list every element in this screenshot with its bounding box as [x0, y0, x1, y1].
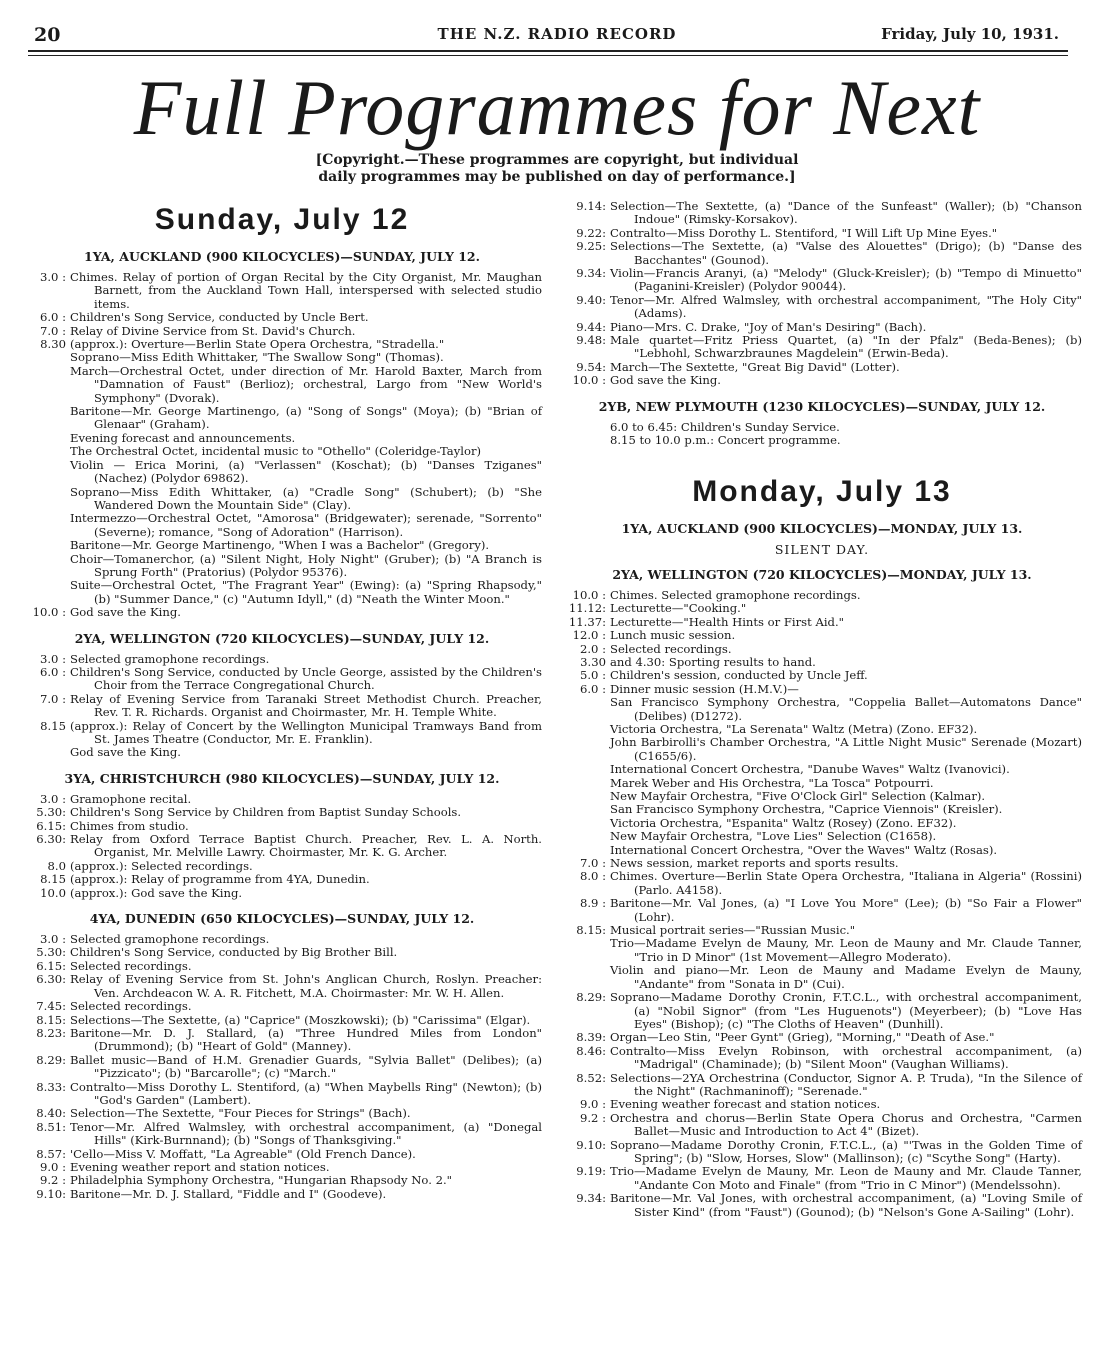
programme-time: 9.48:	[576, 333, 606, 348]
programme-time: 3.30	[580, 654, 606, 669]
programme-text: Contralto—Miss Evelyn Robinson, with orchestral accompaniment, (a) "Madrigal" (Chaminade); (b) "Silent Moon" (Vaughan Williams).	[610, 1043, 1082, 1072]
programme-subitem: International Concert Orchestra, "Danube Waves" Waltz (Ivanovici).	[610, 762, 1010, 777]
programme-item	[562, 421, 1082, 434]
programme-time: 9.25:	[576, 239, 606, 254]
programme-item	[22, 1121, 542, 1148]
programme-time: 6.15:	[36, 818, 66, 833]
programme-text: Evening weather forecast and station notices.	[610, 1097, 881, 1112]
programme-time: 10.0 :	[572, 373, 606, 388]
programme-time: 3.0 :	[39, 932, 66, 947]
programme-item	[22, 873, 542, 886]
programme-time: 12.0 :	[572, 628, 606, 643]
programme-text: and 4.30: Sporting results to hand.	[610, 654, 816, 669]
programme-time: 8.15:	[36, 1012, 66, 1027]
programme-item	[22, 1014, 542, 1027]
2yb-programme	[562, 399, 1082, 448]
programme-item	[22, 1188, 542, 1201]
copyright-line: daily programmes may be published on day of performance.]	[318, 169, 796, 185]
programme-text: Orchestra and chorus—Berlin State Opera Chorus and Orchestra, "Carmen Ballet—Music and Introduction to Act 4" (Bizet).	[610, 1110, 1082, 1139]
programme-item	[22, 1107, 542, 1120]
programme-time: 5.30:	[36, 805, 66, 820]
programme-text: Ballet music—Band of H.M. Grenadier Guards, "Sylvia Ballet" (Delibes); (a) "Pizzicato"; (b) "Barcarolle"; (c) "March."	[70, 1052, 542, 1081]
programme-text: Selections—The Sextette, (a) "Valse des Alouettes" (Drigo); (b) "Danse des Bacchantes" (Gounod).	[610, 239, 1082, 267]
programme-item	[22, 325, 542, 338]
programme-subitem: John Barbirolli's Chamber Orchestra, "A Little Night Music" Serenade (Mozart) (C1655/6).	[610, 735, 1082, 763]
programme-time: 10.0 :	[32, 605, 66, 620]
programme-subitem: San Francisco Symphony Orchestra, "Caprice Viennois" (Kreisler).	[610, 802, 1003, 817]
programme-item	[22, 666, 542, 693]
programme-time: 9.54:	[576, 359, 606, 374]
programme-item	[562, 857, 1082, 870]
programme-text: Philadelphia Symphony Orchestra, "Hungarian Rhapsody No. 2."	[70, 1173, 452, 1188]
programme-item	[22, 933, 542, 946]
programme-item	[22, 1054, 542, 1081]
programme-subitem: Evening forecast and announcements.	[70, 430, 296, 445]
programme-time: 11.37:	[568, 614, 606, 629]
sunday-stations	[22, 249, 542, 1201]
programme-time: 9.14:	[576, 199, 606, 213]
programme-text: Lecturette—"Health Hints or First Aid."	[610, 614, 844, 629]
programme-text: Lunch music session.	[610, 628, 736, 643]
programme-item	[562, 1098, 1082, 1111]
programme-item	[22, 653, 542, 666]
programme-time: 9.10:	[576, 1137, 606, 1152]
programme-item	[562, 897, 1082, 924]
programme-time: 8.0	[47, 858, 66, 873]
programme-text: (approx.): Relay of Concert by the Wellington Municipal Tramways Band from St. James Theatre (Conductor, Mr. E. Franklin).	[70, 718, 542, 746]
programme-time: 3.0 :	[39, 791, 66, 806]
programme-item	[562, 1139, 1082, 1166]
programme-text: Organ—Leo Stin, "Peer Gynt" (Grieg), "Morning," "Death of Ase."	[610, 1030, 995, 1045]
programme-text: Chimes. Selected gramophone recordings.	[610, 587, 861, 602]
programme-time: 9.0 :	[579, 1097, 606, 1112]
programme-time: 9.19:	[576, 1164, 606, 1179]
header-rule-thin	[28, 55, 1068, 56]
programme-text: Children's session, conducted by Uncle Jeff.	[610, 668, 868, 683]
programme-time: 8.40:	[36, 1106, 66, 1121]
programme-subitem: Suite—Orchestral Octet, "The Fragrant Year" (Ewing): (a) "Spring Rhapsody," (b) "Summer Dance," (c) "Autumn Idyll," (d) "Neath the Winter Moon."	[70, 578, 542, 606]
programme-subitem: The Orchestral Octet, incidental music to "Othello" (Coleridge-Taylor)	[70, 444, 482, 459]
programme-text: Selection—The Sextette, (a) "Dance of the Sunfeast" (Waller); (b) "Chanson Indoue" (Rimsky-Korsakov).	[610, 199, 1082, 227]
station-programme	[22, 271, 542, 620]
programme-subitem: San Francisco Symphony Orchestra, "Coppelia Ballet—Automatons Dance" (Delibes) (D1272).	[610, 695, 1082, 723]
programme-item	[562, 1072, 1082, 1099]
day-heading-sunday: Sunday, July 12	[154, 203, 410, 236]
programme-item	[562, 267, 1082, 294]
programme-subitem: International Concert Orchestra, "Over the Waves" Waltz (Rosas).	[610, 842, 998, 857]
4ya-continued	[562, 200, 1082, 388]
programme-time: 8.52:	[576, 1070, 606, 1085]
programme-time: 5.0 :	[579, 668, 606, 683]
programme-subitem: Violin and piano—Mr. Leon de Mauny and Madame Evelyn de Mauny, "Andante" from "Sonata in D" (Cui).	[610, 963, 1082, 991]
programme-time: 8.57:	[36, 1146, 66, 1161]
programme-subitem: Soprano—Miss Edith Whittaker, "The Swallow Song" (Thomas).	[70, 350, 444, 365]
programme-item	[562, 294, 1082, 321]
programme-time: 2.0 :	[579, 641, 606, 656]
programme-time: 7.45:	[36, 999, 66, 1014]
programme-time: 8.15	[40, 872, 66, 887]
programme-text: Children's Song Service by Children from Baptist Sunday Schools.	[70, 805, 462, 820]
programme-item	[562, 434, 1082, 447]
programme-item	[562, 1031, 1082, 1044]
day-heading-monday: Monday, July 13	[692, 474, 952, 508]
programme-text: Selections—2YA Orchestrina (Conductor, Signor A. P. Truda), "In the Silence of the Night" (Rachmaninoff); "Serenade."	[610, 1070, 1082, 1098]
programme-text: 6.0 to 6.45: Children's Sunday Service.	[610, 419, 840, 434]
programme-item	[22, 793, 542, 806]
programme-item	[22, 338, 542, 351]
silent-day-note: SILENT DAY.	[774, 541, 870, 557]
programme-time: 5.30:	[36, 945, 66, 960]
header-rule	[28, 50, 1068, 52]
programme-time	[562, 421, 610, 434]
programme-item	[562, 602, 1082, 615]
programme-text: Selected recordings.	[610, 641, 732, 656]
programme-subitem: God save the King.	[70, 745, 181, 760]
programme-text: Children's Song Service, conducted by Big Brother Bill.	[70, 945, 398, 960]
programme-text: Selections—The Sextette, (a) "Caprice" (Moszkowski); (b) "Carissima" (Elgar).	[70, 1012, 531, 1027]
programme-item	[562, 669, 1082, 682]
programme-item	[562, 924, 1082, 937]
programme-time: 11.12:	[568, 601, 606, 616]
programme-time: 8.51:	[36, 1119, 66, 1134]
programme-text: March—The Sextette, "Great Big David" (Lotter).	[610, 359, 900, 374]
programme-subitem: Trio—Madame Evelyn de Mauny, Mr. Leon de Mauny and Mr. Claude Tanner, "Trio in D Minor" (1st Movement—Allegro Moderato).	[610, 936, 1082, 964]
programme-time: 6.0 :	[39, 664, 66, 679]
programme-item	[22, 1174, 542, 1187]
programme-text: Selected recordings.	[70, 999, 192, 1014]
programme-time: 8.39:	[576, 1030, 606, 1045]
programme-text: Tenor—Mr. Alfred Walmsley, with orchestral accompaniment, (a) "Donegal Hills" (Kirk-Burnnand); (b) "Songs of Thanksgiving."	[70, 1119, 542, 1148]
station-title: 4YA, DUNEDIN (650 KILOCYCLES)—SUNDAY, JULY 12.	[89, 911, 475, 927]
programme-text: Contralto—Miss Dorothy L. Stentiford, (a) "When Maybells Ring" (Newton); (b) "God's Garden" (Lambert).	[70, 1079, 542, 1107]
copyright-notice	[0, 152, 1114, 186]
programme-text: Lecturette—"Cooking."	[610, 601, 747, 616]
programme-text: Tenor—Mr. Alfred Walmsley, with orchestral accompaniment, "The Holy City" (Adams).	[610, 292, 1082, 321]
programme-item	[22, 973, 542, 1000]
programme-text: God save the King.	[610, 373, 721, 388]
programme-item	[562, 334, 1082, 361]
programme-text: Baritone—Mr. D. J. Stallard, (a) "Three Hundred Miles from London" (Drummond); (b) "Heart of Gold" (Manney).	[70, 1025, 542, 1054]
programme-text: Selected gramophone recordings.	[70, 651, 270, 666]
programme-item	[562, 629, 1082, 642]
programme-text: Chimes from studio.	[70, 818, 189, 833]
programme-text: Relay of Evening Service from Taranaki Street Methodist Church. Preacher, Rev. T. R. Richards. Organist and Choirmaster, Mr. H. Temple White.	[70, 691, 542, 720]
programme-text: Dinner music session (H.M.V.)—	[610, 681, 799, 696]
programme-time: 7.0 :	[579, 856, 606, 871]
programme-time: 8.29:	[36, 1052, 66, 1067]
programme-item	[562, 361, 1082, 374]
programme-time: 9.2 :	[39, 1173, 66, 1188]
programme-item	[562, 227, 1082, 240]
programme-time: 10.0	[40, 885, 66, 900]
station-title: 1YA, AUCKLAND (900 KILOCYCLES)—SUNDAY, JULY 12.	[84, 249, 480, 264]
programme-time: 9.10:	[36, 1186, 66, 1201]
programme-text: (approx.): Selected recordings.	[70, 858, 253, 873]
programme-item	[22, 1027, 542, 1054]
station-programme	[22, 653, 542, 760]
programme-time: 9.0 :	[39, 1159, 66, 1174]
programme-subitem: Choir—Tomanerchor, (a) "Silent Night, Holy Night" (Gruber); (b) "A Branch is Sprung Forth" (Pratorius) (Polydor 95376).	[70, 551, 542, 579]
issue-date: Friday, July 10, 1931.	[881, 25, 1059, 43]
programme-time: 9.34:	[576, 266, 606, 281]
station-title: 2YA, WELLINGTON (720 KILOCYCLES)—SUNDAY, JULY 12.	[74, 630, 490, 646]
programme-text: (approx.): God save the King.	[70, 885, 243, 900]
programme-item	[22, 960, 542, 973]
programme-time: 6.30:	[36, 972, 66, 987]
programme-subitem: Baritone—Mr. George Martinengo, "When I was a Bachelor" (Gregory).	[70, 538, 490, 553]
programme-time: 6.30:	[36, 832, 66, 847]
programme-item	[22, 720, 542, 747]
programme-time: 10.0 :	[572, 587, 606, 602]
programme-text: Evening weather report and station notices.	[70, 1159, 330, 1174]
programme-item	[562, 321, 1082, 334]
programme-item	[562, 656, 1082, 669]
programme-item	[562, 1045, 1082, 1072]
programme-text: Selection—The Sextette, "Four Pieces for Strings" (Bach).	[70, 1106, 411, 1121]
programme-text: Relay from Oxford Terrace Baptist Church. Preacher, Rev. L. A. North. Organist, Mr. Melville Lawry. Choirmaster, Mr. K. G. Archer.	[70, 832, 542, 860]
programme-time: 9.34:	[576, 1191, 606, 1206]
station-programme	[22, 933, 542, 1201]
programme-item	[562, 643, 1082, 656]
programme-subitem: New Mayfair Orchestra, "Love Lies" Selection (C1658).	[610, 829, 937, 844]
programme-text: Baritone—Mr. Val Jones, (a) "I Love You More" (Lee); (b) "So Fair a Flower" (Lohr).	[610, 896, 1082, 924]
programme-item	[22, 1148, 542, 1161]
programme-time: 7.0 :	[39, 323, 66, 338]
station-title: 2YA, WELLINGTON (720 KILOCYCLES)—MONDAY, JULY 13.	[612, 566, 1032, 582]
station-programme	[22, 793, 542, 900]
programme-text: News session, market reports and sports results.	[610, 856, 899, 871]
programme-subitem: March—Orchestral Octet, under direction of Mr. Harold Baxter, March from "Damnation of Faust" (Berlioz); orchestral, Largo from "New World's Symphony" (Dvorak).	[70, 363, 542, 405]
page-number: 20	[34, 24, 61, 46]
programme-time: 8.0 :	[579, 869, 606, 884]
programme-text: Relay of Divine Service from St. David's Church.	[70, 323, 356, 338]
programme-text: Baritone—Mr. D. J. Stallard, "Fiddle and I" (Goodeve).	[70, 1186, 387, 1201]
programme-time: 9.40:	[576, 292, 606, 307]
programme-text: Chimes. Overture—Berlin State Opera Orchestra, "Italiana in Algeria" (Rossini) (Parlo. A4158).	[610, 869, 1082, 897]
programme-subitem: New Mayfair Orchestra, "Five O'Clock Girl" Selection (Kalmar).	[610, 789, 986, 803]
programme-item	[22, 820, 542, 833]
programme-subitem: Soprano—Miss Edith Whittaker, (a) "Cradle Song" (Schubert); (b) "She Wandered Down the Mountain Side" (Clay).	[70, 484, 542, 512]
programme-time: 8.23:	[36, 1025, 66, 1040]
programme-time: 8.29:	[576, 990, 606, 1005]
programme-item	[22, 833, 542, 860]
programme-time: 8.46:	[576, 1043, 606, 1058]
programme-item	[562, 200, 1082, 227]
programme-item	[562, 1192, 1082, 1219]
programme-item	[22, 1161, 542, 1174]
programme-text: 'Cello—Miss V. Moffatt, "La Agreable" (Old French Dance).	[70, 1146, 416, 1161]
programme-time: 8.15	[40, 718, 66, 733]
programme-time: 9.44:	[576, 319, 606, 334]
programme-text: Baritone—Mr. Val Jones, with orchestral accompaniment, (a) "Loving Smile of Sister Kind" (from "Faust") (Gounod); (b) "Nelson's Gone A-Sailing" (Lohr).	[610, 1191, 1082, 1219]
programme-text: Selected gramophone recordings.	[70, 932, 270, 947]
programme-time: 3.0 :	[39, 651, 66, 666]
programme-item	[562, 991, 1082, 1031]
programme-text: Musical portrait series—"Russian Music."	[610, 923, 856, 938]
copyright-line: [Copyright.—These programmes are copyright, but individual	[315, 152, 799, 168]
programme-item	[22, 311, 542, 324]
programme-item	[562, 870, 1082, 897]
programme-time	[562, 434, 610, 447]
programme-subitem: Victoria Orchestra, "Espanita" Waltz (Rosey) (Zono. EF32).	[610, 815, 957, 830]
programme-item	[22, 606, 542, 619]
programme-item	[22, 1000, 542, 1013]
programme-text: Trio—Madame Evelyn de Mauny, Mr. Leon de Mauny and Mr. Claude Tanner, "Andante Con Moto and Finale" (from "Trio in C Minor") (Mendelssohn).	[610, 1164, 1082, 1192]
programme-text: (approx.): Relay of programme from 4YA, Dunedin.	[70, 872, 370, 887]
programme-time: 9.2 :	[579, 1110, 606, 1125]
programme-item	[22, 1081, 542, 1108]
programme-subitem: Marek Weber and His Orchestra, "La Tosca" Potpourri.	[610, 775, 934, 790]
right-column	[562, 200, 1082, 1219]
programme-item	[562, 1112, 1082, 1139]
headline: Full Programmes for Next	[133, 64, 981, 151]
programme-text: Contralto—Miss Dorothy L. Stentiford, "I Will Lift Up Mine Eyes."	[610, 225, 998, 240]
programme-text: Soprano—Madame Dorothy Cronin, F.T.C.L., with orchestral accompaniment, (a) "Nobil Signor" (from "Les Huguenots") (Meyerbeer); (b) "Love Has Eyes" (Bishop); (c) "The Cloths of Heaven" (Dunhill).	[610, 990, 1082, 1031]
2ya-monday-programme	[562, 567, 1082, 1219]
programme-subitem: Baritone—Mr. George Martinengo, (a) "Song of Songs" (Moya); (b) "Brian of Glenaar" (Graham).	[70, 404, 542, 432]
programme-item	[22, 887, 542, 900]
programme-time: 6.15:	[36, 958, 66, 973]
programme-text: Children's Song Service, conducted by Uncle Bert.	[70, 310, 369, 325]
programme-time: 9.22:	[576, 225, 606, 240]
programme-text: Children's Song Service, conducted by Uncle George, assisted by the Children's Choir from the Terrace Congregational Church.	[70, 664, 542, 693]
programme-item	[22, 806, 542, 819]
programme-time: 6.0 :	[579, 681, 606, 696]
programme-item	[562, 1165, 1082, 1192]
programme-text: Gramophone recital.	[70, 791, 192, 806]
left-column	[22, 200, 542, 1201]
programme-item	[562, 616, 1082, 629]
programme-text: Chimes. Relay of portion of Organ Recital by the City Organist, Mr. Maughan Barnett, from the Auckland Town Hall, interspersed with selected studio items.	[70, 270, 542, 311]
programme-text: Male quartet—Fritz Priess Quartet, (a) "In der Pfalz" (Beda-Benes); (b) "Lebhohl, Schwarzbraunes Magdelein" (Erwin-Beda).	[610, 333, 1082, 361]
programme-time: 8.30	[40, 337, 66, 352]
programme-item	[562, 683, 1082, 696]
programme-item	[22, 860, 542, 873]
programme-time: 8.33:	[36, 1079, 66, 1094]
programme-text: Selected recordings.	[70, 958, 192, 973]
programme-text: 8.15 to 10.0 p.m.: Concert programme.	[610, 433, 841, 448]
programme-item	[22, 946, 542, 959]
programme-item	[562, 589, 1082, 602]
programme-text: Relay of Evening Service from St. John's Anglican Church, Roslyn. Preacher: Ven. Archdeacon W. A. R. Fitchett, M.A. Choirmaster: Mr. W. H. Allen.	[70, 972, 542, 1000]
programme-item	[22, 271, 542, 311]
programme-subitem: Intermezzo—Orchestral Octet, "Amorosa" (Bridgewater); serenade, "Sorrento" (Severne); romance, "Song of Adoration" (Harrison).	[70, 511, 542, 539]
programme-time: 8.15:	[576, 923, 606, 938]
station-title: 1YA, AUCKLAND (900 KILOCYCLES)—MONDAY, JULY 13.	[621, 520, 1023, 536]
station-title: 2YB, NEW PLYMOUTH (1230 KILOCYCLES)—SUNDAY, JULY 12.	[598, 398, 1046, 414]
programme-time: 7.0 :	[39, 691, 66, 706]
programme-subitem: Violin — Erica Morini, (a) "Verlassen" (Koschat); (b) "Danses Tziganes" (Nachez) (Polydor 69862).	[70, 457, 542, 486]
programme-text: Violin—Francis Aranyi, (a) "Melody" (Gluck-Kreisler); (b) "Tempo di Minuetto" (Paganini-Kreisler) (Polydor 90044).	[610, 266, 1082, 294]
station-title: 3YA, CHRISTCHURCH (980 KILOCYCLES)—SUNDAY, JULY 12.	[64, 770, 500, 786]
programme-text: God save the King.	[70, 605, 181, 620]
programme-item	[562, 374, 1082, 387]
programme-text: (approx.): Overture—Berlin State Opera Orchestra, "Stradella."	[70, 337, 445, 352]
masthead: THE N.Z. RADIO RECORD	[437, 25, 677, 43]
programme-time: 8.9 :	[579, 896, 606, 911]
programme-subitem: Victoria Orchestra, "La Serenata" Waltz (Metra) (Zono. EF32).	[610, 721, 978, 736]
page-header	[0, 22, 1114, 52]
programme-time: 6.0 :	[39, 310, 66, 325]
programme-item	[562, 240, 1082, 267]
programme-text: Soprano—Madame Dorothy Cronin, F.T.C.L., (a) "'Twas in the Golden Time of Spring"; (b) "Slow, Horses, Slow" (Mallinson); (c) "Scythe Song" (Harty).	[610, 1137, 1082, 1165]
programme-item	[22, 693, 542, 720]
programme-text: Piano—Mrs. C. Drake, "Joy of Man's Desiring" (Bach).	[610, 319, 927, 334]
programme-time: 3.0 :	[39, 270, 66, 284]
